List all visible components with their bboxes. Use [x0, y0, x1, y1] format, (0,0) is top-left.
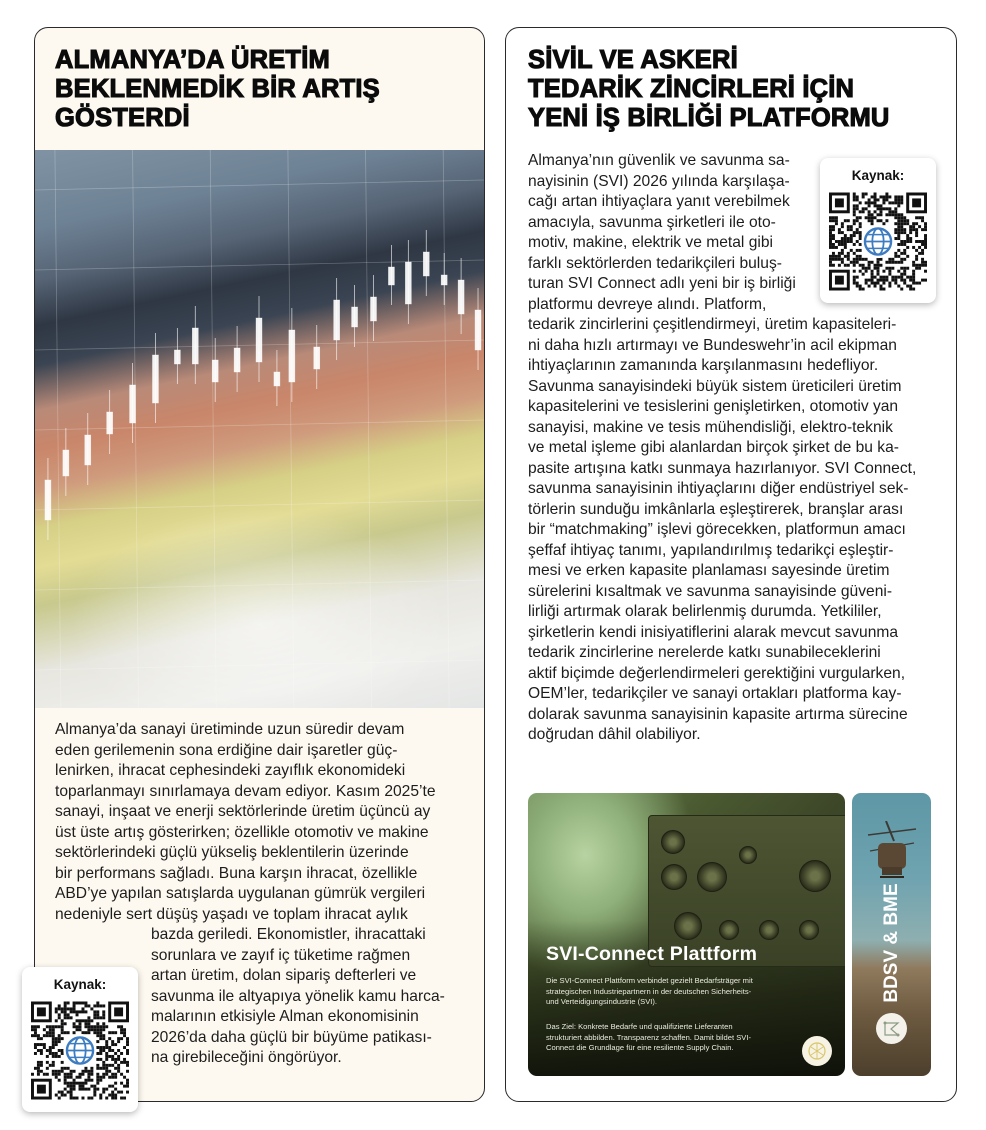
body-line: sorunlara ve zayıf iç tüketime rağmen [151, 946, 411, 964]
body-line: 2026’da daha güçlü bir büyüme patikası- [151, 1028, 432, 1046]
body-line: nedeniyle sert düşüş yaşadı ve toplam ihracat aylık [55, 905, 408, 923]
body-line: nayisinin (SVI) 2026 yılında karşılaşa- [528, 172, 790, 190]
knob-shape [661, 864, 687, 890]
body-line: ABD’ye yapılan satışlarda uygulanan gümrük vergileri [55, 885, 426, 902]
knob-shape [661, 830, 685, 854]
body-line: sanayisi, makine ve tesis mühendisliği, elektro-teknik [528, 418, 893, 436]
body-line: na girebileceğini öngörüyor. [151, 1049, 342, 1066]
left-article-body [55, 720, 436, 925]
body-line: bir performans sağladı. Buna karşın ihracat, özellikle [55, 864, 418, 882]
left-source-qr-card[interactable] [22, 967, 138, 1112]
right-article-body-narrow [528, 151, 796, 315]
headline-line: TEDARİK ZİNCİRLERİ İÇİN [528, 75, 855, 103]
body-line: tedarik zincirlerine nerelerde katkı sunabileceklerini [528, 644, 881, 661]
body-line: malarının etkisiyle Alman ekonomisinin [151, 1008, 419, 1025]
globe-icon [861, 225, 894, 258]
body-line: ihtiyaçlarının zamanında karşılanmasını hedefliyor. [528, 357, 879, 374]
right-article-headline [528, 46, 890, 133]
globe-icon [63, 1034, 96, 1067]
source-label: Kaynak: [851, 168, 905, 183]
knob-shape [739, 846, 757, 864]
body-line: üst üste artış gösterirken; özellikle otomotiv ve makine [55, 823, 429, 841]
knob-shape [799, 920, 819, 940]
body-line: pasite artışına katkı sunmaya hazırlanıyor. SVI Connect, [528, 459, 917, 477]
source-label: Kaynak: [53, 977, 107, 992]
svi-card-description [546, 976, 753, 1008]
body-line: mesi ve erken kapasite planlaması sayesinde üretim [528, 562, 890, 579]
body-line: şeffaf ihtiyaç tanımı, yapılandırılmış tedarikçi eşleştir- [528, 541, 894, 559]
body-line: Almanya’nın güvenlik ve savunma sa- [528, 152, 790, 169]
body-line: toparlanmayı sınırlamaya devam ediyor. Kasım 2025’te [55, 782, 436, 800]
body-line: savunma sanayisinin ihtiyaçlarını diğer endüstriyel sek- [528, 480, 909, 497]
body-line: Savunma sanayisindeki büyük sistem üreticileri üretim [528, 377, 902, 395]
body-line: bazda geriledi. Ekonomistler, ihracattaki [151, 926, 426, 943]
hero-grid [35, 150, 484, 708]
headline-line: ALMANYA’DA ÜRETİM [55, 46, 330, 74]
svi-card-goal [546, 1022, 751, 1054]
body-line: Almanya’da sanayi üretiminde uzun süredir devam [55, 721, 405, 738]
network-logo-icon [876, 1013, 907, 1044]
right-source-qr-card[interactable] [820, 158, 936, 303]
body-line: eden gerilemenin sona erdiğine dair işaretler güç- [55, 741, 398, 759]
body-line: doğrudan dâhil olabiliyor. [528, 726, 701, 743]
qr-code[interactable] [829, 191, 927, 292]
bdsv-logo-badge [876, 1013, 907, 1044]
desc-line: Die SVI-Connect Plattform verbindet gezielt Bedarfsträger mit [546, 976, 753, 985]
body-line: aktif biçimde değerlendirmeleri gerektiğini vurgularken, [528, 664, 906, 682]
right-article-panel [505, 27, 957, 1102]
body-line: lirliği artırmak olarak belirlenmiş durumda. Yetkililer, [528, 603, 882, 620]
headline-line: SİVİL VE ASKERİ [528, 46, 738, 74]
helicopter-icon [866, 821, 918, 883]
desc-line: und Verteidigungsindustrie (SVI). [546, 997, 658, 1007]
knob-shape [799, 860, 831, 892]
right-article-body [528, 315, 916, 746]
knob-shape [697, 862, 727, 892]
headline-line: BEKLENMEDİK BİR ARTIŞ [55, 75, 380, 103]
svi-card-title: SVI-Connect Plattform [546, 943, 758, 965]
body-line: lenirken, ihracat cephesindeki zayıflık ekonomideki [55, 762, 406, 779]
candlesticks [45, 230, 481, 540]
bdsv-bme-image-card [852, 793, 931, 1076]
body-line: farklı sektörlerden tedarikçileri buluş- [528, 254, 782, 272]
body-line: dolarak savunma sanayisinin kapasite artırma sürecine [528, 705, 908, 723]
body-line: kapasitelerini ve tesislerini genişletirken, otomotiv yan [528, 398, 899, 415]
body-line: ni daha hızlı artırmayı ve Bundeswehr’in acil ekipman [528, 336, 897, 354]
svi-connect-image-card [528, 793, 845, 1076]
body-line: OEM’ler, tedarikçiler ve sanayi ortakları platforma kay- [528, 685, 902, 702]
knob-shape [719, 920, 739, 940]
body-line: amacıyla, savunma şirketleri ile oto- [528, 213, 776, 231]
body-line: tedarik zincirlerini çeşitlendirmeyi, üretim kapasiteleri- [528, 316, 897, 333]
bdsv-card-title: BDSV & BME [881, 883, 902, 1003]
desc-line: Connect die Grundlage für eine resiliente Supply Chain. [546, 1043, 734, 1053]
candlestick-overlay [35, 150, 484, 708]
body-line: artan üretim, dolan sipariş defterleri ve [151, 967, 417, 984]
body-line: sürelerini kısaltmak ve savunma sanayisinde güveni- [528, 582, 893, 600]
desc-line: strukturiert abbilden. Transparenz schaffen. Damit bildet SVI- [546, 1032, 751, 1042]
knob-shape [674, 912, 702, 940]
qr-code[interactable] [31, 1000, 129, 1101]
left-article-body-indented [151, 925, 445, 1069]
body-line: sanayi, inşaat ve enerji sektörlerinde üretim üçüncü ay [55, 803, 431, 820]
left-article-headline [55, 46, 380, 133]
body-line: şirketlerin kendi inisiyatiflerini alarak mevcut savunma [528, 623, 899, 641]
network-globe-icon [802, 1036, 832, 1066]
body-line: cağı artan ihtiyaçlara yanıt verebilmek [528, 193, 790, 210]
desc-line: Das Ziel: Konkrete Bedarfe und qualifizierte Lieferanten [546, 1022, 733, 1031]
svi-logo-badge [802, 1036, 832, 1066]
body-line: turan SVI Connect adlı yeni bir iş birliği [528, 275, 796, 292]
body-line: savunma ile altyapıya yönelik kamu harca- [151, 987, 445, 1005]
headline-line: GÖSTERDİ [55, 104, 190, 132]
body-line: motiv, makine, elektrik ve metal gibi [528, 234, 773, 251]
left-article-panel [34, 27, 485, 1102]
body-line: bir “matchmaking” işlevi görecekken, platformun amacı [528, 521, 906, 538]
body-line: ve metal işleme gibi alanlardan birçok şirket de bu ka- [528, 439, 899, 456]
body-line: sektörlerindeki güçlü yükseliş beklentilerin üzerinde [55, 844, 409, 861]
knob-shape [759, 920, 779, 940]
body-line: törlerin sunduğu imkânlarla eşleştirerek, branşlar arası [528, 500, 904, 518]
headline-line: YENİ İŞ BİRLİĞİ PLATFORMU [528, 104, 890, 132]
body-line: platformu devreye alındı. Platform, [528, 295, 767, 313]
germany-flag-stock-chart-image [35, 150, 484, 708]
desc-line: strategischen Industriepartnern in der deutschen Sicherheits- [546, 986, 752, 996]
